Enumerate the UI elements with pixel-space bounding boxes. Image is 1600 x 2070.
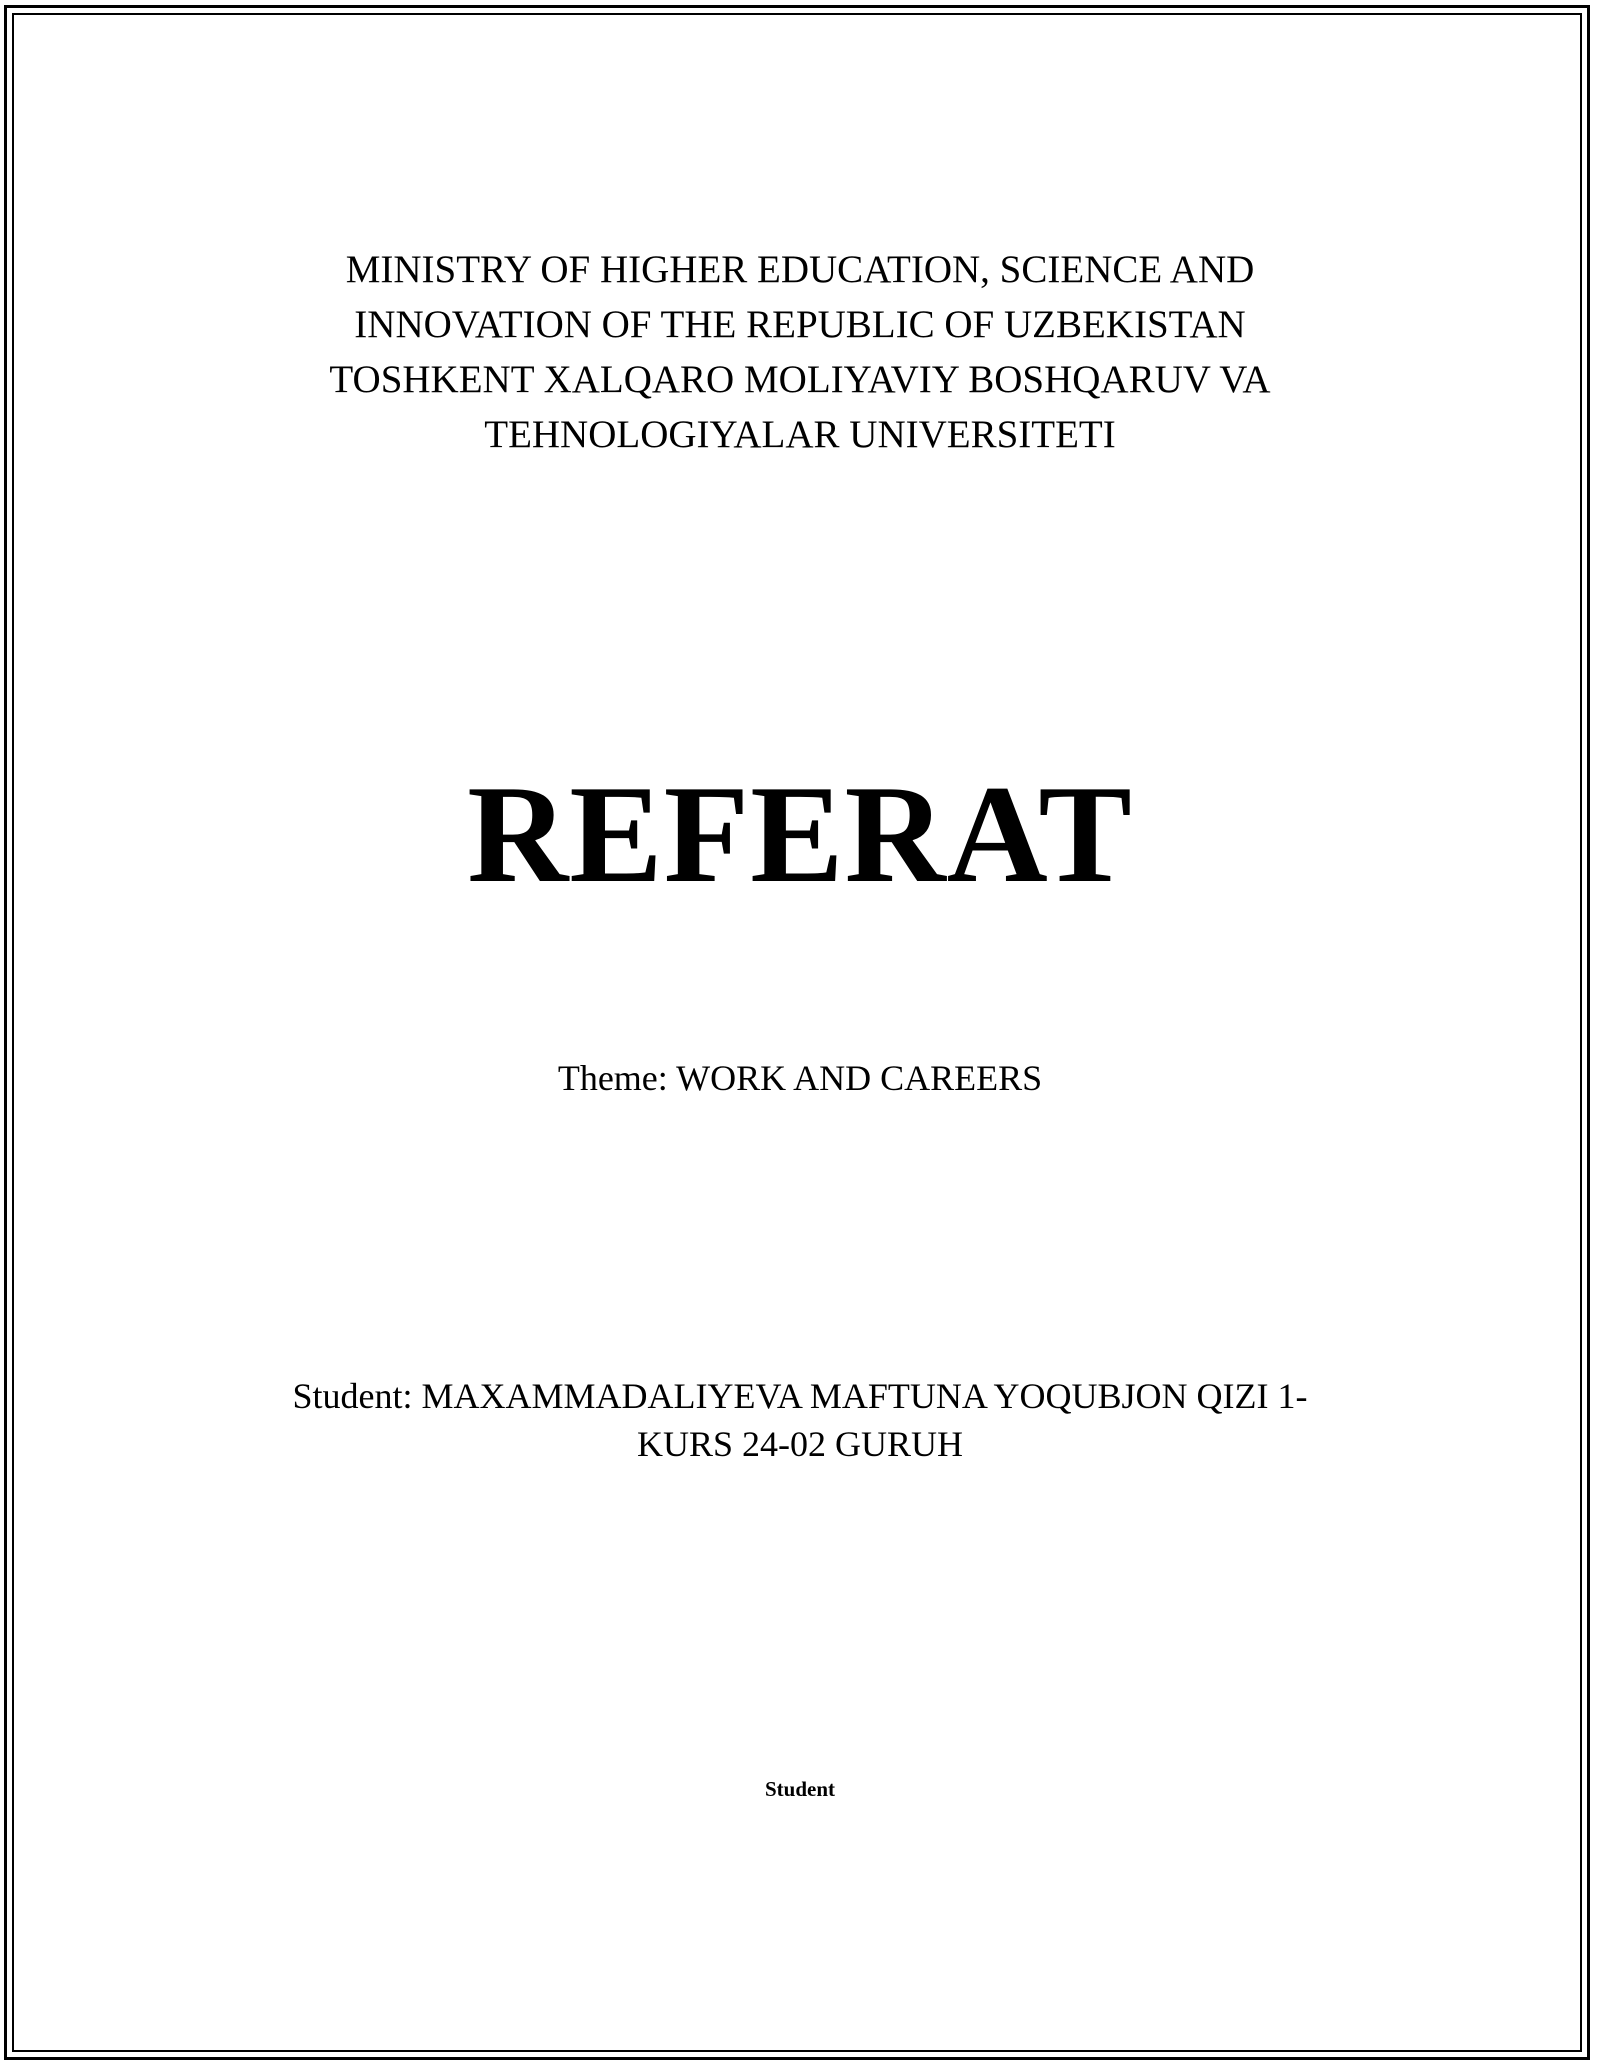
institution-header-line: TOSHKENT XALQARO MOLIYAVIY BOSHQARUV VA	[329, 358, 1271, 401]
document-title: REFERAT	[467, 757, 1133, 912]
student-info	[0, 1372, 1600, 1468]
institution-header-line: INNOVATION OF THE REPUBLIC OF UZBEKISTAN	[354, 303, 1246, 346]
institution-header-line: MINISTRY OF HIGHER EDUCATION, SCIENCE AND	[345, 248, 1255, 291]
student-info-line: Student: MAXAMMADALIYEVA MAFTUNA YOQUBJON QIZI 1-	[292, 1376, 1308, 1416]
institution-header-line: TEHNOLOGIYALAR UNIVERSITETI	[484, 413, 1116, 456]
theme-line: Theme: WORK AND CAREERS	[557, 1058, 1043, 1098]
student-info-line: KURS 24-02 GURUH	[636, 1424, 964, 1464]
institution-header	[0, 242, 1600, 462]
footer-student-label: Student	[764, 1777, 836, 1801]
